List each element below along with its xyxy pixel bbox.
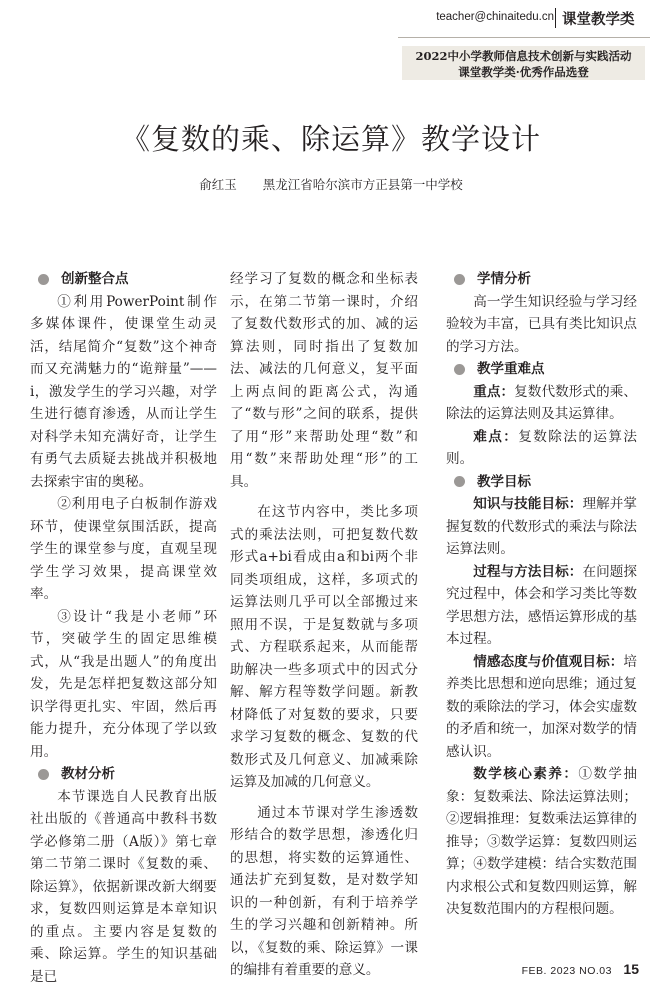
difficulty-label: 难点：	[473, 428, 519, 445]
activity-line-1: 2022中小学教师信息技术创新与实践活动	[415, 49, 632, 63]
issue-date: FEB. 2023 NO.03	[521, 965, 612, 977]
innovation-paragraph-1: ①利用PowerPoint制作多媒体课件，使课堂生动灵活，结尾简介“复数”这个神奇而又充满魅力的“诡辩量”——i，激发学生的学习兴趣，对学生进行德育渗透，从而让学生对科学未知充满好奇，让学生有勇气去质疑去挑战并积极地去探索宇宙的奥秘。	[30, 293, 217, 490]
bullet-dot-icon	[454, 364, 465, 375]
goal-process	[446, 561, 637, 651]
goal-core-literacy	[446, 763, 637, 921]
author-affiliation: 黑龙江省哈尔滨市方正县第一中学校	[262, 177, 463, 192]
difficulty-text: 复数除法的运算法则。	[446, 428, 638, 467]
section-heading-material	[30, 763, 217, 786]
bullet-dot-icon	[454, 274, 465, 285]
bullet-dot-icon	[38, 274, 49, 285]
goal-attitude	[446, 651, 637, 764]
section-heading-text: 教材分析	[61, 766, 115, 782]
author-name: 俞红玉	[199, 177, 237, 192]
students-paragraph: 高一学生知识经验与学习经验较为丰富，已具有类比知识点的学习方法。	[446, 293, 637, 355]
section-heading-text: 教学重难点	[477, 361, 545, 377]
innovation-paragraph-3: ③设计“我是小老师”环节，突破学生的固定思维模式，从“我是出题人”的角度出发，先是怎样把复数这部分知识学得更扎实、牢固，然后再能力提升，充分体现了学以致用。	[30, 608, 217, 760]
keypoint-label: 重点：	[473, 383, 515, 400]
activity-banner	[402, 46, 645, 80]
bullet-dot-icon	[38, 769, 49, 780]
material-paragraph-1-continued: 经学习了复数的概念和坐标表示，在第二节第一课时，介绍了复数代数形式的加、减的运算法则，同时指出了复数加法、减法的几何意义，复平面上两点间的距离公式，沟通了“数与形”之间的联系，提供了用“形”来帮助处理“数”和用“数”来帮助处理“形”的工具。	[230, 271, 418, 490]
page-number: 15	[623, 961, 639, 977]
goal-process-text: 在问题探究过程中，体会和学习类比等数学思想方法，感悟运算形成的基本过程。	[446, 563, 637, 647]
goal-attitude-label: 情感态度与价值观目标：	[473, 653, 624, 670]
activity-line-2: 课堂教学类·优秀作品选登	[458, 65, 589, 79]
column-3	[446, 268, 637, 921]
section-heading-text: 学情分析	[477, 271, 531, 287]
goal-process-label: 过程与方法目标：	[473, 563, 583, 580]
section-heading-students	[446, 268, 637, 291]
difficulty-paragraph	[446, 426, 637, 471]
goal-knowledge-text: 理解并掌握复数的代数形式的乘法与除法运算法则。	[446, 496, 637, 557]
section-heading-innovation	[30, 268, 217, 291]
innovation-paragraph-2: ②利用电子白板制作游戏环节，使课堂氛围活跃，提高学生的课堂参与度，直观呈现学生学习效果，提高课堂效率。	[30, 496, 217, 602]
goal-core-literacy-text: ①数学抽象：复数乘法、除法运算法则；②逻辑推理：复数乘法运算律的推导；③数学运算：复数四则运算；④数学建模：结合实数范围内求根公式和复数四则运算，解决复数范围内的方程根问题。	[446, 766, 638, 917]
article-title: 《复数的乘、除运算》教学设计	[120, 122, 541, 156]
header-divider	[555, 8, 556, 28]
column-2	[230, 268, 418, 982]
material-paragraph-1: 本节课选自人民教育出版社出版的《普通高中教科书数学必修第二册（A版）》第七章第二节第二课时《复数的乘、除运算》，依据新课改新大纲要求，复数四则运算是本章知识的重点。主要内容是复数的乘、除运算。学生的知识基础是已	[30, 788, 217, 985]
column-1	[30, 268, 217, 988]
material-paragraph-3: 通过本节课对学生渗透数形结合的数学思想，渗透化归的思想，将实数的运算通性、通法扩充到复数，是对数学知识的一种创新，有利于培养学生的学习兴趣和创新精神。所以，《复数的乘、除运算》一课的编排有着重要的意义。	[230, 804, 418, 978]
byline	[0, 175, 662, 193]
keypoint-paragraph	[446, 381, 637, 426]
column-title: 课堂教学类	[562, 12, 635, 28]
goal-attitude-text: 培养类比思想和逆向思维；通过复数的乘除法的学习，体会实虚数的矛盾和统一，加深对数学的情感认识。	[446, 653, 637, 760]
keypoint-text: 复数代数形式的乘、除法的运算法则及其运算律。	[446, 383, 637, 422]
goal-knowledge-label: 知识与技能目标：	[473, 496, 583, 512]
bullet-dot-icon	[454, 476, 465, 487]
goal-knowledge	[446, 493, 637, 561]
section-heading-text: 教学目标	[477, 473, 531, 490]
section-heading-keypoints	[446, 358, 637, 381]
header-email: teacher@chinaitedu.cn	[436, 11, 554, 23]
header-rule	[398, 37, 650, 38]
section-heading-goals	[446, 471, 637, 494]
material-paragraph-2: 在这节内容中，类比多项式的乘法法则，可把复数代数形式a+bi看成由a和bi两个非同类项组成，这样，多项式的运算法则几乎可以全部搬过来照用不误，于是复数就与多项式、方程联系起来，从而能帮助解决一些多项式中的因式分解、解方程等数学问题。新教材降低了对复数的要求，只要求学习复数的概念、复数的代数形式及几何意义、加减乘除运算及加减的几何意义。	[230, 504, 418, 790]
goal-core-literacy-label: 数学核心素养：	[473, 766, 579, 782]
section-heading-text: 创新整合点	[61, 271, 129, 287]
